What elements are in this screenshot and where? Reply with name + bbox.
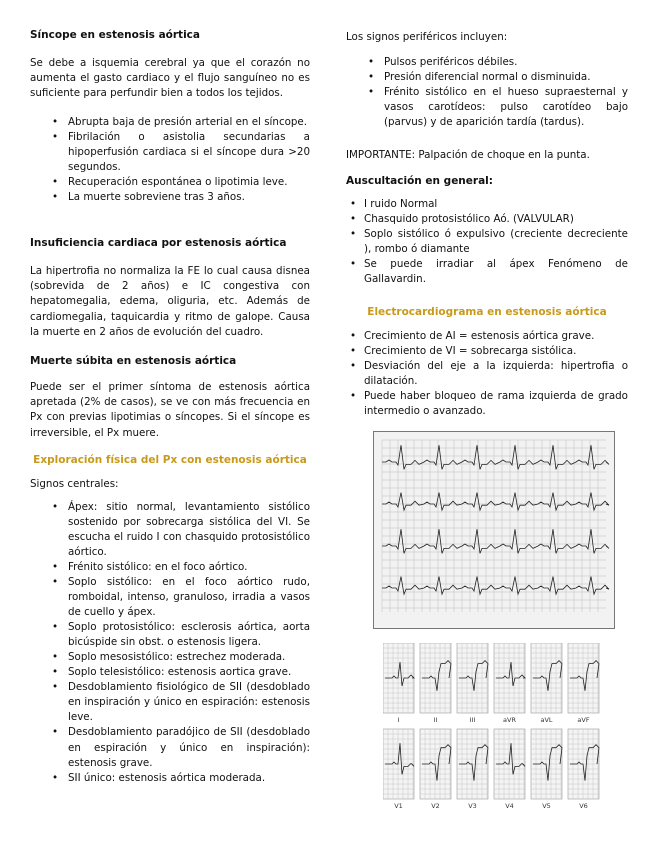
insuficiencia-paragraph: La hipertrofia no normaliza la FE lo cual causa disnea (sobrevida de 2 años) e IC congestiva con hepatomegalia, edema, oliguria, etc. Además de cardiomegalia, taquicardia y ritmo de galope. Causa la muerte en 2 años de evolución del cuadro. [30, 265, 310, 338]
muerte-paragraph: Puede ser el primer síntoma de estenosis aórtica apretada (2% de casos), se ve con más frecuencia en Px con previas lipotimias o síncopes. Si el síncope es irreversible, el Px muere. [30, 381, 310, 439]
ecg-lead-label: aVL [540, 716, 553, 724]
list-item: • Frénito sistólico: en el foco aórtico. [30, 560, 310, 575]
list-item: • Chasquido protosistólico Aó. (VALVULAR) [346, 212, 628, 227]
auscultacion-list [346, 197, 628, 287]
ecg-lead-label: V6 [579, 802, 588, 810]
list-item: • Abrupta baja de presión arterial en el síncope. [30, 115, 310, 130]
ecg-12-lead-strip [373, 431, 615, 629]
list-item: • Crecimiento de VI = sobrecarga sistólica. [346, 344, 628, 359]
ecg-lead-label: V1 [394, 802, 403, 810]
list-item: • Presión diferencial normal o disminuida. [346, 70, 628, 85]
ecg-lead-label: aVF [577, 716, 590, 724]
ecg-lead-label: V2 [431, 802, 440, 810]
list-item: • Soplo telesistólico: estenosis aortica grave. [30, 665, 310, 680]
ecg-trace [382, 529, 609, 553]
list-item: • Se puede irradiar al ápex Fenómeno de Gallavardin. [346, 257, 628, 287]
auscultacion-heading: Auscultación en general: [346, 175, 493, 187]
muerte-heading: Muerte súbita en estenosis aórtica [30, 355, 237, 367]
list-item: • Frénito sistólico en el hueso supraesternal y vasos carotídeos: pulso carotídeo bajo (parvus) y de aparición tardía (tardus). [346, 85, 628, 130]
ecg-list [346, 329, 628, 419]
insuficiencia-heading: Insuficiencia cardiaca por estenosis aórtica [30, 237, 287, 249]
ecg-trace [382, 445, 609, 469]
list-item: • Desviación del eje a la izquierda: hipertrofia o dilatación. [346, 359, 628, 389]
list-item: • Desdoblamiento paradójico de SII (desdoblado en espiración y único en inspiración): estenosis grave. [30, 725, 310, 770]
list-item: • Fibrilación o asistolia secundarias a hipoperfusión cardiaca si el síncope dura >20 segundos. [30, 130, 310, 175]
list-item: • SII único: estenosis aórtica moderada. [30, 771, 310, 786]
list-item: • I ruido Normal [346, 197, 628, 212]
ecg-lead-label: II [433, 716, 438, 724]
central-signs-label: Signos centrales: [30, 478, 119, 490]
ecg-lead-label: V4 [505, 802, 514, 810]
ecg-lead-label: aVR [503, 716, 516, 724]
list-item: • Ápex: sitio normal, levantamiento sistólico sostenido por sobrecarga sistólica del VI. Se escucha el ruido I con chasquido protosistólico aórtico. [30, 500, 310, 560]
list-item: • Soplo protosistólico: esclerosis aórtica, aorta bicúspide sin obst. o estenosis ligera. [30, 620, 310, 650]
list-item: • Recuperación espontánea o lipotimia leve. [30, 175, 310, 190]
sincope-list [30, 115, 310, 205]
peripheral-signs-list [346, 55, 628, 130]
important-note: IMPORTANTE: Palpación de choque en la punta. [346, 149, 590, 161]
ecg-trace [382, 577, 609, 595]
ecg-strip-image [374, 432, 614, 628]
list-item: • Puede haber bloqueo de rama izquierda de grado intermedio o avanzado. [346, 389, 628, 419]
sincope-paragraph: Se debe a isquemia cerebral ya que el corazón no aumenta el gasto cardiaco y el flujo sanguíneo no es suficiente para perfundir bien a todos los tejidos. [30, 57, 310, 100]
exploracion-heading: Exploración física del Px con estenosis aórtica [33, 454, 307, 466]
ecg-trace [382, 493, 609, 511]
list-item: • Desdoblamiento fisiológico de SII (desdoblado en inspiración y único en espiración: estenosis leve. [30, 680, 310, 725]
list-item: • Crecimiento de AI = estenosis aórtica grave. [346, 329, 628, 344]
list-item: • Soplo mesosistólico: estrechez moderada. [30, 650, 310, 665]
list-item: • Pulsos periféricos débiles. [346, 55, 628, 70]
ecg-lead-panels [383, 643, 605, 816]
ecg-heading: Electrocardiograma en estenosis aórtica [367, 306, 607, 318]
sincope-heading: Síncope en estenosis aórtica [30, 29, 200, 41]
peripheral-signs-label: Los signos periféricos incluyen: [346, 31, 508, 43]
ecg-lead-label: V5 [542, 802, 551, 810]
ecg-lead-label: I [397, 716, 400, 724]
central-signs-list [30, 500, 310, 786]
ecg-panels-image [383, 643, 605, 816]
list-item: • Soplo sistólico ó expulsivo (creciente decreciente ), rombo ó diamante [346, 227, 628, 257]
list-item: • Soplo sistólico: en el foco aórtico rudo, romboidal, intenso, granuloso, irradia a vasos de cuello y ápex. [30, 575, 310, 620]
ecg-lead-label: V3 [468, 802, 477, 810]
list-item: • La muerte sobreviene tras 3 años. [30, 190, 310, 205]
ecg-lead-label: III [469, 716, 476, 724]
